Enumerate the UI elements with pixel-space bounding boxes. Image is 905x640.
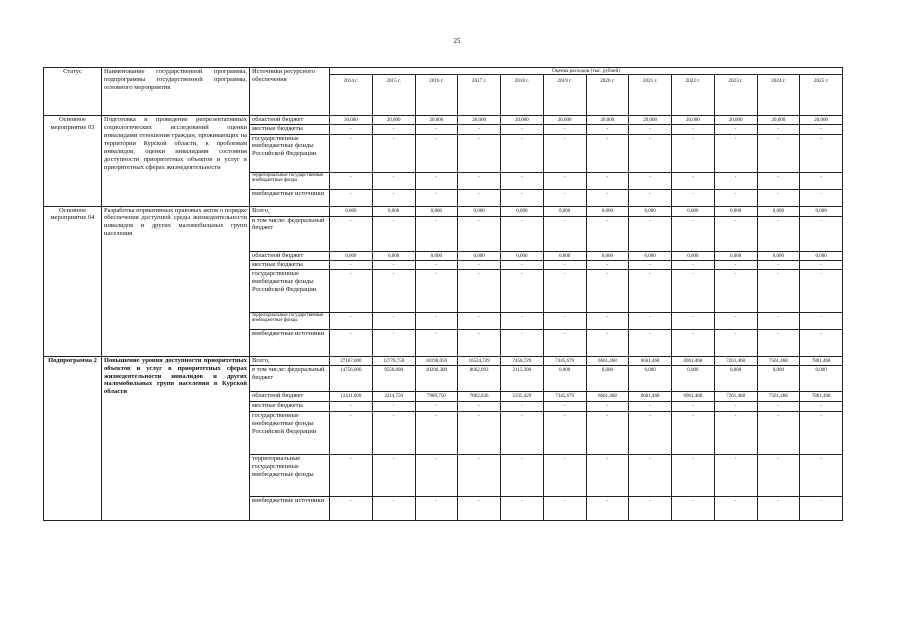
value-cell: 7561,468 [757, 391, 800, 401]
value-cell: - [458, 189, 501, 206]
value-cell: - [586, 496, 629, 520]
resource-table [43, 67, 843, 521]
value-cell: - [458, 496, 501, 520]
value-cell: 0,000 [543, 365, 586, 391]
value-cell: - [458, 216, 501, 251]
value-cell: 0,000 [800, 365, 843, 391]
value-cell: - [586, 411, 629, 454]
value-cell: 0,000 [330, 206, 373, 216]
value-cell: 0,000 [672, 365, 715, 391]
value-cell: - [372, 216, 415, 251]
value-cell: 20,000 [672, 116, 715, 125]
value-cell: 0,000 [330, 251, 373, 260]
source-cell: областной бюджет [250, 116, 330, 125]
value-cell: - [629, 260, 672, 269]
value-cell: - [415, 496, 458, 520]
value-cell: - [714, 216, 757, 251]
value-cell: - [672, 189, 715, 206]
value-cell: - [672, 172, 715, 189]
value-cell: - [415, 260, 458, 269]
value-cell: 20,000 [757, 116, 800, 125]
value-cell: - [501, 134, 544, 172]
value-cell: 6661,468 [629, 391, 672, 401]
value-cell: 0,000 [672, 206, 715, 216]
header-year: 2016 г. [415, 75, 458, 116]
value-cell: 20,000 [543, 116, 586, 125]
value-cell: - [714, 134, 757, 172]
value-cell: - [415, 125, 458, 134]
value-cell: - [714, 401, 757, 411]
value-cell: 14756,000 [330, 365, 373, 391]
value-cell: - [458, 260, 501, 269]
value-cell: - [714, 312, 757, 329]
source-cell: государственные внебюджетные фонды Российской Федерации [250, 134, 330, 172]
source-cell: внебюджетные источники [250, 189, 330, 206]
value-cell: - [800, 411, 843, 454]
value-cell: - [330, 401, 373, 411]
value-cell: - [757, 134, 800, 172]
value-cell: - [800, 260, 843, 269]
source-cell: государственные внебюджетные фонды Российской Федерации [250, 411, 330, 454]
header-year: 2014 г. [330, 75, 373, 116]
value-cell: - [415, 312, 458, 329]
value-cell: - [330, 125, 373, 134]
value-cell: - [800, 189, 843, 206]
value-cell: - [672, 134, 715, 172]
value-cell: - [757, 401, 800, 411]
value-cell: - [672, 411, 715, 454]
value-cell: - [372, 260, 415, 269]
value-cell: - [372, 329, 415, 356]
value-cell: 6961,468 [672, 356, 715, 365]
value-cell: - [629, 216, 672, 251]
value-cell: 6661,468 [586, 391, 629, 401]
value-cell: - [757, 216, 800, 251]
value-cell: - [757, 454, 800, 496]
value-cell: - [586, 269, 629, 312]
value-cell: - [458, 269, 501, 312]
value-cell: - [330, 312, 373, 329]
value-cell: 7261,468 [714, 356, 757, 365]
value-cell: 7345,679 [543, 356, 586, 365]
value-cell: - [330, 496, 373, 520]
value-cell: - [672, 260, 715, 269]
value-cell: - [672, 269, 715, 312]
table-header [44, 68, 843, 116]
value-cell: 0,000 [800, 251, 843, 260]
status-cell: Основное мероприятие 04 [44, 206, 102, 356]
value-cell: - [415, 189, 458, 206]
name-cell: Подготовка и проведение репрезентативных социологических исследований оценки инвалидами отношения граждан, проживающих на территории Курской области, к проблемам инвалидов, оценки инвалидами состояния доступности приоритетных объектов и услуг в приоритетных сферах жизнедеятельности [102, 116, 250, 206]
value-cell: - [372, 401, 415, 411]
value-cell: 0,000 [586, 206, 629, 216]
value-cell: - [330, 260, 373, 269]
value-cell: - [415, 329, 458, 356]
source-cell: территориальные государственные внебюджетные фонды [250, 312, 330, 329]
name-cell: Повышение уровня доступности приоритетных объектов и услуг в приоритетных сферах жизнедеятельности инвалидов и других маломобильных групп населения в Курской области [102, 356, 250, 520]
value-cell: 0,000 [629, 251, 672, 260]
value-cell: 0,000 [501, 206, 544, 216]
value-cell: 12770,750 [372, 356, 415, 365]
value-cell: - [543, 411, 586, 454]
value-cell: 0,000 [586, 251, 629, 260]
source-cell: территориальные государственные внебюджетные фонды [250, 454, 330, 496]
value-cell: 20,000 [372, 116, 415, 125]
value-cell: 0,000 [714, 365, 757, 391]
value-cell: - [586, 172, 629, 189]
value-cell: - [372, 496, 415, 520]
source-cell: государственные внебюджетные фонды Российской Федерации [250, 269, 330, 312]
source-cell: в том числе: федеральный бюджет [250, 216, 330, 251]
value-cell: - [757, 496, 800, 520]
value-cell: - [586, 134, 629, 172]
value-cell: - [629, 329, 672, 356]
value-cell: 5335,429 [501, 391, 544, 401]
value-cell: 0,000 [372, 206, 415, 216]
value-cell: 7345,679 [543, 391, 586, 401]
value-cell: - [757, 260, 800, 269]
header-status: Статус [44, 68, 102, 116]
value-cell: - [415, 216, 458, 251]
value-cell: - [543, 216, 586, 251]
value-cell: - [586, 312, 629, 329]
value-cell: 0,000 [415, 206, 458, 216]
value-cell: - [714, 260, 757, 269]
value-cell: 20,000 [714, 116, 757, 125]
value-cell: - [586, 401, 629, 411]
value-cell: - [372, 125, 415, 134]
value-cell: - [586, 260, 629, 269]
value-cell: 0,000 [757, 365, 800, 391]
value-cell: 0,000 [629, 206, 672, 216]
value-cell: - [672, 216, 715, 251]
value-cell: - [501, 454, 544, 496]
value-cell: - [629, 496, 672, 520]
header-year: 2022 г. [672, 75, 715, 116]
value-cell: - [714, 172, 757, 189]
value-cell: - [543, 189, 586, 206]
value-cell: - [586, 189, 629, 206]
value-cell: 0,000 [501, 251, 544, 260]
value-cell: - [757, 189, 800, 206]
value-cell: 0,000 [672, 251, 715, 260]
value-cell: - [629, 125, 672, 134]
value-cell: - [714, 189, 757, 206]
source-cell: внебюджетные источники [250, 329, 330, 356]
value-cell: - [501, 401, 544, 411]
value-cell: - [501, 189, 544, 206]
source-cell: местные бюджеты [250, 401, 330, 411]
value-cell: - [586, 454, 629, 496]
value-cell: - [501, 411, 544, 454]
value-cell: 0,000 [714, 206, 757, 216]
value-cell: - [543, 269, 586, 312]
value-cell: 27167,000 [330, 356, 373, 365]
value-cell: - [629, 411, 672, 454]
value-cell: - [543, 312, 586, 329]
value-cell: 7861,468 [800, 391, 843, 401]
value-cell: - [501, 172, 544, 189]
value-cell: - [672, 454, 715, 496]
value-cell: - [458, 172, 501, 189]
value-cell: 7861,468 [800, 356, 843, 365]
value-cell: - [501, 496, 544, 520]
value-cell: - [330, 134, 373, 172]
header-year: 2023 г. [714, 75, 757, 116]
value-cell: 20,000 [415, 116, 458, 125]
value-cell: - [330, 411, 373, 454]
value-cell: - [757, 329, 800, 356]
value-cell: - [757, 269, 800, 312]
value-cell: 20,000 [501, 116, 544, 125]
value-cell: 0,000 [757, 206, 800, 216]
source-cell: Всего, [250, 206, 330, 216]
value-cell: - [800, 454, 843, 496]
value-cell: - [458, 454, 501, 496]
value-cell: - [543, 329, 586, 356]
value-cell: 16524,729 [458, 356, 501, 365]
value-cell: - [629, 189, 672, 206]
value-cell: 0,000 [415, 251, 458, 260]
value-cell: - [714, 496, 757, 520]
value-cell: 0,000 [629, 365, 672, 391]
value-cell: - [672, 329, 715, 356]
header-year: 2015 г. [372, 75, 415, 116]
value-cell: 7862,636 [458, 391, 501, 401]
header-year: 2025 г. [800, 75, 843, 116]
value-cell: - [458, 312, 501, 329]
value-cell: - [501, 216, 544, 251]
value-cell: - [415, 401, 458, 411]
value-cell: 30,000 [330, 116, 373, 125]
value-cell: 8662,093 [458, 365, 501, 391]
value-cell: 2115,300 [501, 365, 544, 391]
value-cell: - [543, 454, 586, 496]
value-cell: 20,000 [800, 116, 843, 125]
value-cell: - [543, 401, 586, 411]
value-cell: - [672, 401, 715, 411]
value-cell: 6661,468 [629, 356, 672, 365]
value-cell: 0,000 [543, 251, 586, 260]
value-cell: 7261,468 [714, 391, 757, 401]
value-cell: 0,000 [800, 206, 843, 216]
table-row [44, 116, 843, 125]
value-cell: - [672, 312, 715, 329]
status-cell: Подпрограмма 2 [44, 356, 102, 520]
name-cell: Разработка нормативных правовых актов о порядке обеспечения доступной среды жизнедеятельности инвалидов и других маломобильных групп населения [102, 206, 250, 356]
value-cell: - [458, 401, 501, 411]
value-cell: 6961,468 [672, 391, 715, 401]
value-cell: - [330, 216, 373, 251]
value-cell: 6661,468 [586, 356, 629, 365]
value-cell: - [372, 172, 415, 189]
value-cell: 12411,000 [330, 391, 373, 401]
table-body [44, 116, 843, 520]
value-cell: - [800, 172, 843, 189]
header-year: 2018 г. [501, 75, 544, 116]
value-cell: - [800, 329, 843, 356]
value-cell: - [629, 134, 672, 172]
value-cell: - [800, 269, 843, 312]
value-cell: - [800, 401, 843, 411]
table-row [44, 206, 843, 216]
value-cell: - [629, 454, 672, 496]
value-cell: - [714, 329, 757, 356]
value-cell: 20,000 [586, 116, 629, 125]
value-cell: 0,000 [714, 251, 757, 260]
value-cell: - [757, 172, 800, 189]
value-cell: - [415, 454, 458, 496]
value-cell: - [757, 312, 800, 329]
value-cell: - [458, 125, 501, 134]
value-cell: - [330, 189, 373, 206]
header-year: 2021 г. [629, 75, 672, 116]
header-year: 2019 г. [543, 75, 586, 116]
value-cell: - [586, 329, 629, 356]
value-cell: - [629, 269, 672, 312]
value-cell: - [415, 269, 458, 312]
source-cell: местные бюджеты [250, 260, 330, 269]
value-cell: - [330, 454, 373, 496]
value-cell: 7989,750 [415, 391, 458, 401]
value-cell: - [372, 312, 415, 329]
source-cell: Всего, [250, 356, 330, 365]
value-cell: - [543, 134, 586, 172]
value-cell: 0,000 [586, 365, 629, 391]
value-cell: - [372, 411, 415, 454]
source-cell: областной бюджет [250, 251, 330, 260]
value-cell: - [415, 172, 458, 189]
value-cell: 20,000 [458, 116, 501, 125]
source-cell: внебюджетные источники [250, 496, 330, 520]
value-cell: - [629, 401, 672, 411]
value-cell: - [330, 269, 373, 312]
value-cell: 20,000 [629, 116, 672, 125]
value-cell: - [372, 454, 415, 496]
value-cell: - [501, 329, 544, 356]
value-cell: 7450,729 [501, 356, 544, 365]
value-cell: - [586, 216, 629, 251]
value-cell: - [800, 216, 843, 251]
header-year: 2020 г. [586, 75, 629, 116]
value-cell: - [629, 312, 672, 329]
value-cell: - [372, 189, 415, 206]
value-cell: 3214,750 [372, 391, 415, 401]
value-cell: - [629, 172, 672, 189]
value-cell: - [757, 125, 800, 134]
value-cell: 0,000 [458, 206, 501, 216]
source-cell: областной бюджет [250, 391, 330, 401]
value-cell: - [501, 260, 544, 269]
value-cell: 0,000 [757, 251, 800, 260]
value-cell: 9556,000 [372, 365, 415, 391]
value-cell: - [757, 411, 800, 454]
value-cell: 0,000 [372, 251, 415, 260]
header-year: 2017 г. [458, 75, 501, 116]
source-cell: местные бюджеты [250, 125, 330, 134]
value-cell: - [372, 134, 415, 172]
value-cell: - [415, 411, 458, 454]
value-cell: - [501, 125, 544, 134]
source-cell: территориальные государственные внебюджетные фонды [250, 172, 330, 189]
value-cell: 7561,468 [757, 356, 800, 365]
header-estimate: Оценка расходов (тыс. рублей) [330, 68, 843, 75]
value-cell: 0,000 [543, 206, 586, 216]
source-cell: в том числе: федеральный бюджет [250, 365, 330, 391]
value-cell: 10206,300 [415, 365, 458, 391]
value-cell: - [800, 134, 843, 172]
header-year: 2024 г. [757, 75, 800, 116]
page-number: 25 [453, 37, 461, 45]
value-cell: - [458, 329, 501, 356]
value-cell: - [672, 125, 715, 134]
value-cell: - [543, 172, 586, 189]
status-cell: Основное мероприятие 03 [44, 116, 102, 206]
header-sources: Источники ресурсного обеспечения [250, 68, 330, 116]
value-cell: - [501, 269, 544, 312]
value-cell: - [714, 125, 757, 134]
value-cell: - [330, 172, 373, 189]
value-cell: - [501, 312, 544, 329]
value-cell: - [714, 269, 757, 312]
value-cell: 18196,050 [415, 356, 458, 365]
value-cell: - [372, 269, 415, 312]
value-cell: - [330, 329, 373, 356]
value-cell: - [543, 125, 586, 134]
value-cell: - [543, 496, 586, 520]
value-cell: - [800, 312, 843, 329]
value-cell: - [672, 496, 715, 520]
table-row [44, 356, 843, 365]
value-cell: - [415, 134, 458, 172]
value-cell: - [458, 134, 501, 172]
value-cell: - [543, 260, 586, 269]
header-name: Наименование государственной программы, подпрограммы государственной программы, основного мероприятия [102, 68, 250, 116]
value-cell: - [800, 125, 843, 134]
value-cell: - [714, 454, 757, 496]
value-cell: - [458, 411, 501, 454]
value-cell: - [586, 125, 629, 134]
value-cell: - [800, 496, 843, 520]
value-cell: - [714, 411, 757, 454]
value-cell: 0,000 [458, 251, 501, 260]
